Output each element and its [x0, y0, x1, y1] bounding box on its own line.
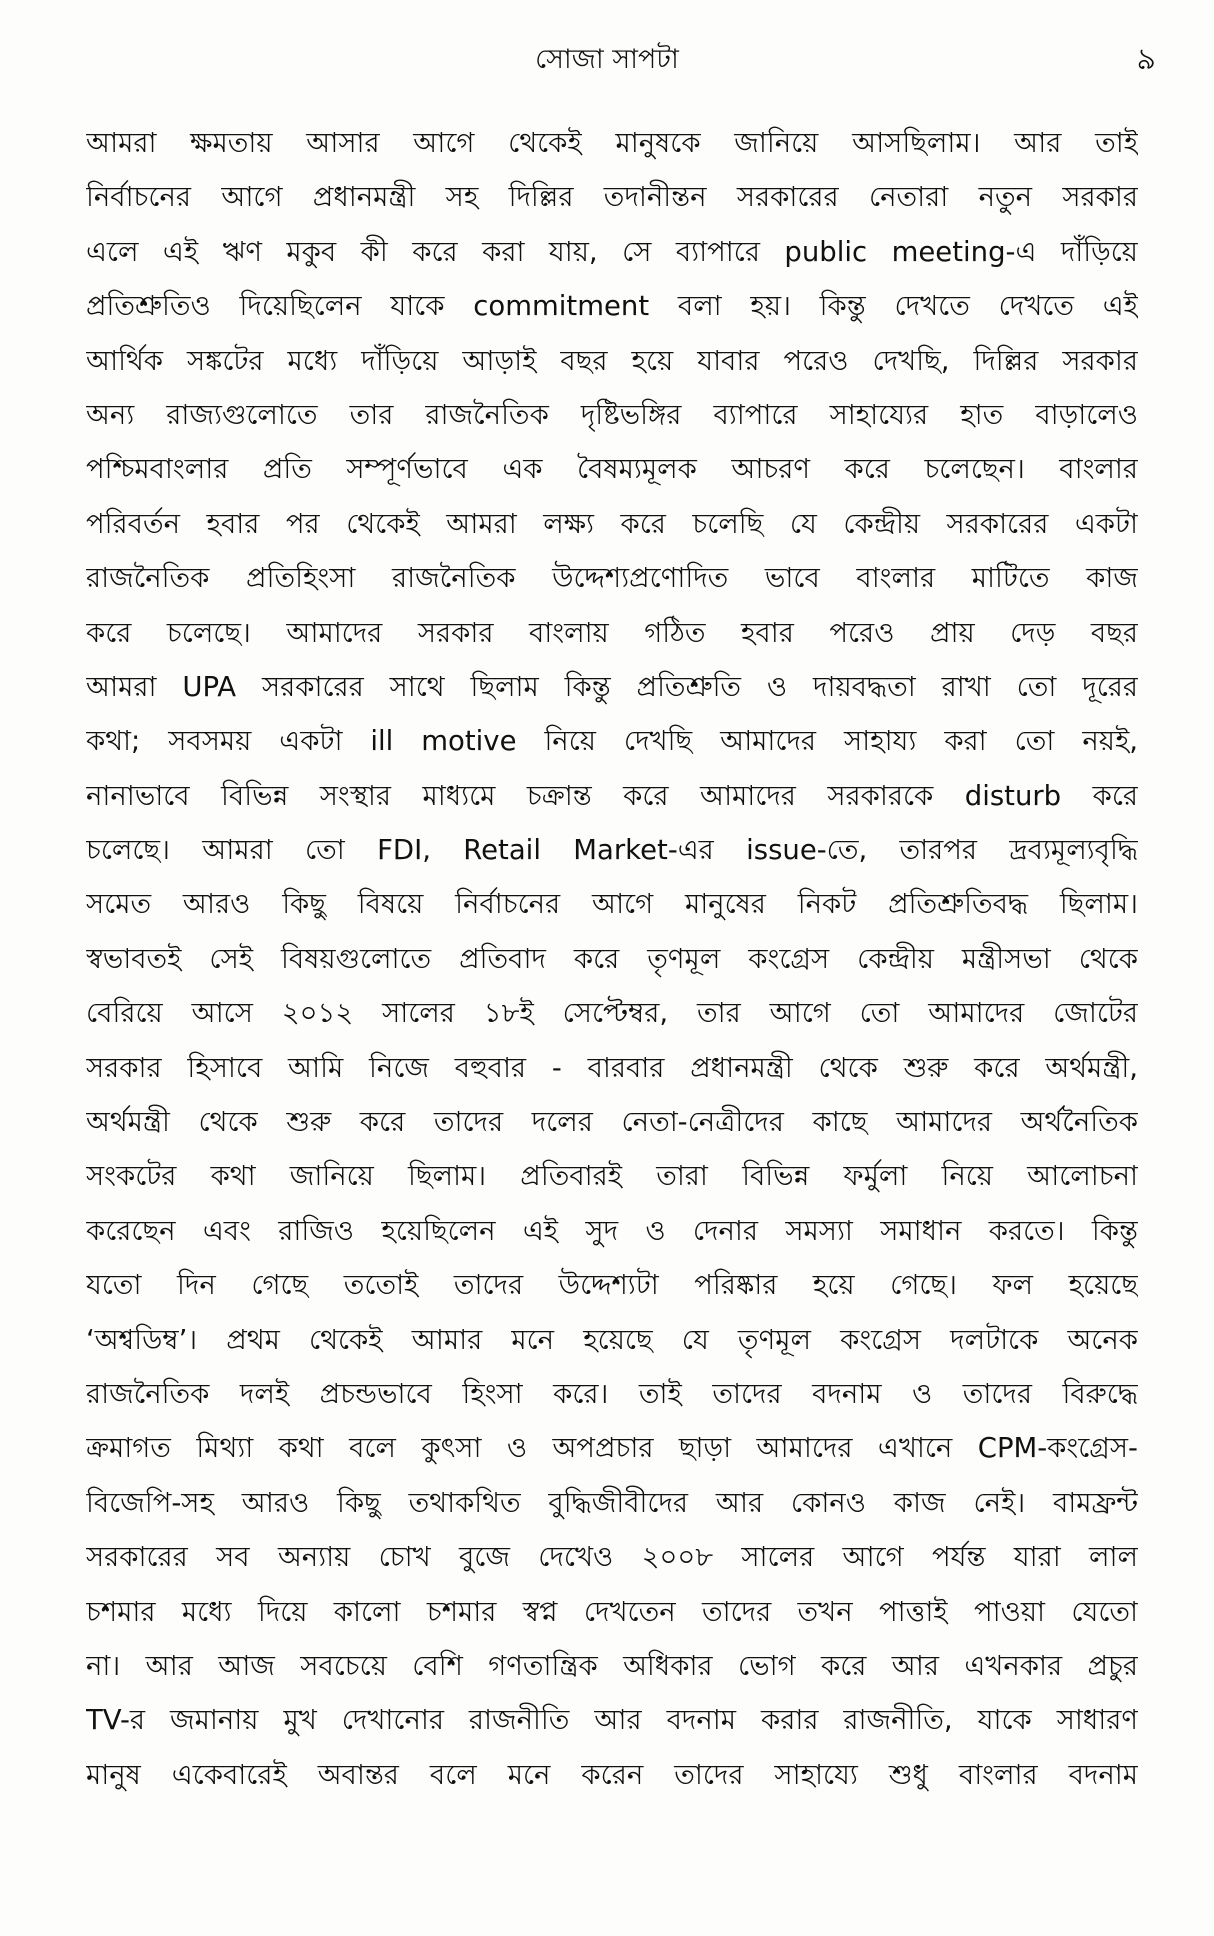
text-line: সংকটের কথা জানিয়ে ছিলাম। প্রতিবারই তারা বিভিন্ন ফর্মুলা নিয়ে আলোচনা — [86, 1160, 1138, 1193]
text-line: প্রতিশ্রুতিও দিয়েছিলেন যাকে commitment বলা হয়। কিন্তু দেখতে দেখতে এই — [86, 290, 1138, 323]
text-line: বিজেপি-সহ আরও কিছু তথাকথিত বুদ্ধিজীবীদের আর কোনও কাজ নেই। বামফ্রন্ট — [86, 1486, 1138, 1519]
text-line: আমরা UPA সরকারের সাথে ছিলাম কিন্তু প্রতিশ্রুতি ও দায়বদ্ধতা রাখা তো দূরের — [86, 670, 1138, 703]
text-line: করে চলেছে। আমাদের সরকার বাংলায় গঠিত হবার পরেও প্রায় দেড় বছর — [86, 616, 1138, 649]
text-line: আমরা ক্ষমতায় আসার আগে থেকেই মানুষকে জানিয়ে আসছিলাম। আর তাই — [86, 127, 1138, 159]
text-line: পরিবর্তন হবার পর থেকেই আমরা লক্ষ্য করে চলেছি যে কেন্দ্রীয় সরকারের একটা — [86, 507, 1138, 540]
text-line: মানুষ একেবারেই অবান্তর বলে মনে করেন তাদের সাহায্যে শুধু বাংলার বদনাম — [86, 1758, 1138, 1791]
text-line: সমেত আরও কিছু বিষয়ে নির্বাচনের আগে মানুষের নিকট প্রতিশ্রুতিবদ্ধ ছিলাম। — [86, 888, 1138, 921]
text-line: সরকারের সব অন্যায় চোখ বুজে দেখেও ২০০৮ সালের আগে পর্যন্ত যারা লাল — [86, 1541, 1138, 1574]
text-line: আর্থিক সঙ্কটের মধ্যে দাঁড়িয়ে আড়াই বছর হয়ে যাবার পরেও দেখছি, দিল্লির সরকার — [86, 344, 1138, 377]
text-line: কথা; সবসময় একটা ill motive নিয়ে দেখছি আমাদের সাহায্য করা তো নয়ই, — [86, 725, 1138, 758]
text-line: ‘অশ্বডিম্ব’। প্রথম থেকেই আমার মনে হয়েছে যে তৃণমূল কংগ্রেস দলটাকে অনেক — [86, 1323, 1138, 1356]
text-line: করেছেন এবং রাজিও হয়েছিলেন এই সুদ ও দেনার সমস্যা সমাধান করতে। কিন্তু — [86, 1214, 1138, 1247]
text-line: যতো দিন গেছে ততোই তাদের উদ্দেশ্যটা পরিষ্কার হয়ে গেছে। ফল হয়েছে — [86, 1269, 1138, 1302]
text-line: না। আর আজ সবচেয়ে বেশি গণতান্ত্রিক অধিকার ভোগ করে আর এখনকার প্রচুর — [86, 1649, 1138, 1682]
text-line: অর্থমন্ত্রী থেকে শুরু করে তাদের দলের নেতা-নেত্রীদের কাছে আমাদের অর্থনৈতিক — [86, 1106, 1138, 1139]
text-line: নানাভাবে বিভিন্ন সংস্থার মাধ্যমে চক্রান্ত করে আমাদের সরকারকে disturb করে — [86, 779, 1138, 812]
text-line: স্বভাবতই সেই বিষয়গুলোতে প্রতিবাদ করে তৃণমূল কংগ্রেস কেন্দ্রীয় মন্ত্রীসভা থেকে — [86, 942, 1138, 975]
text-line: চলেছে। আমরা তো FDI, Retail Market-এর issue-তে, তারপর দ্রব্যমূল্যবৃদ্ধি — [86, 834, 1138, 867]
text-line: চশমার মধ্যে দিয়ে কালো চশমার স্বপ্ন দেখতেন তাদের তখন পাত্তাই পাওয়া যেতো — [86, 1595, 1138, 1628]
text-line: অন্য রাজ্যগুলোতে তার রাজনৈতিক দৃষ্টিভঙ্গির ব্যাপারে সাহায্যের হাত বাড়ালেও — [86, 398, 1138, 431]
book-title: সোজা সাপটা — [535, 44, 679, 75]
text-line: ক্রমাগত মিথ্যা কথা বলে কুৎসা ও অপপ্রচার ছাড়া আমাদের এখানে CPM-কংগ্রেস- — [86, 1432, 1138, 1465]
running-header — [0, 40, 1214, 80]
text-line: পশ্চিমবাংলার প্রতি সম্পূর্ণভাবে এক বৈষম্যমূলক আচরণ করে চলেছেন। বাংলার — [86, 453, 1138, 486]
text-line: নির্বাচনের আগে প্রধানমন্ত্রী সহ দিল্লির তদানীন্তন সরকারের নেতারা নতুন সরকার — [86, 181, 1138, 214]
page-number: ৯ — [1136, 42, 1156, 77]
text-line: সরকার হিসাবে আমি নিজে বহুবার - বারবার প্রধানমন্ত্রী থেকে শুরু করে অর্থমন্ত্রী, — [86, 1051, 1138, 1084]
text-line: রাজনৈতিক দলই প্রচন্ডভাবে হিংসা করে। তাই তাদের বদনাম ও তাদের বিরুদ্ধে — [86, 1377, 1138, 1410]
text-line: বেরিয়ে আসে ২০১২ সালের ১৮ই সেপ্টেম্বর, তার আগে তো আমাদের জোটের — [86, 997, 1138, 1030]
body-text — [86, 116, 1138, 1802]
text-line: এলে এই ঋণ মকুব কী করে করা যায়, সে ব্যাপারে public meeting-এ দাঁড়িয়ে — [86, 235, 1138, 268]
text-line: TV-র জমানায় মুখ দেখানোর রাজনীতি আর বদনাম করার রাজনীতি, যাকে সাধারণ — [86, 1704, 1138, 1737]
text-line: রাজনৈতিক প্রতিহিংসা রাজনৈতিক উদ্দেশ্যপ্রণোদিত ভাবে বাংলার মাটিতে কাজ — [86, 562, 1138, 595]
